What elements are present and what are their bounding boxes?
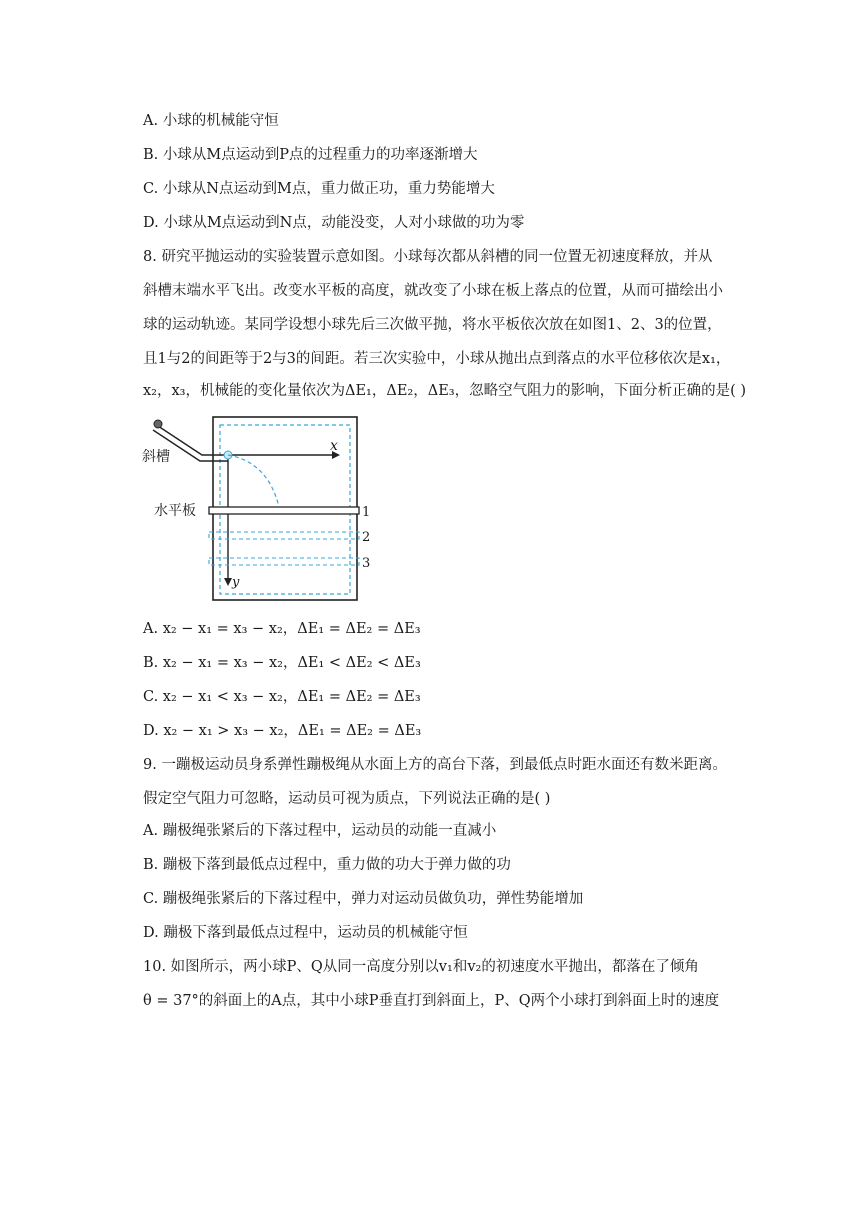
q9-stem-line-2: 假定空气阻力可忽略，运动员可视为质点，下列说法正确的是( ) [143,791,551,807]
horizontal-board-pos-2 [209,532,359,539]
trajectory-curve [228,455,279,507]
q7-option-a: A. 小球的机械能守恒 [143,113,279,129]
position-3-label: 3 [362,556,371,571]
q7-option-d: D. 小球从M点运动到N点，动能没变，人对小球做的功为零 [143,215,525,231]
horizontal-board-pos-1 [209,507,359,514]
q9-option-d: D. 蹦极下落到最低点过程中，运动员的机械能守恒 [143,925,468,941]
q7-option-c: C. 小球从N点运动到M点，重力做正功，重力势能增大 [143,181,495,197]
q8-stem-line-1: 8. 研究平抛运动的实验装置示意如图。小球每次都从斜槽的同一位置无初速度释放，并从 [143,249,713,265]
q8-stem-line-3: 球的运动轨迹。某同学设想小球先后三次做平抛，将水平板依次放在如图1、2、3的位置， [143,317,722,333]
projectile-apparatus-figure [140,410,380,610]
q9-option-a: A. 蹦极绳张紧后的下落过程中，运动员的动能一直减小 [143,823,497,839]
chute-label: 斜槽 [142,449,170,465]
q8-option-d: D. x₂ − x₁ > x₃ − x₂，ΔE₁ = ΔE₂ = ΔE₃ [143,723,422,739]
q8-option-a: A. x₂ − x₁ = x₃ − x₂，ΔE₁ = ΔE₂ = ΔE₃ [143,621,421,637]
position-2-label: 2 [362,530,371,545]
q8-stem-line-4: 且1与2的间距等于2与3的间距。若三次实验中，小球从抛出点到落点的水平位移依次是x₁， [143,351,731,367]
x-label: x [330,438,338,454]
q7-option-b: B. 小球从M点运动到P点的过程重力的功率逐渐增大 [143,147,478,163]
q8-option-c: C. x₂ − x₁ < x₃ − x₂，ΔE₁ = ΔE₂ = ΔE₃ [143,689,421,705]
q10-stem-line-1: 10. 如图所示，两小球P、Q从同一高度分别以v₁和v₂的初速度水平抛出，都落在了倾角 [143,959,699,975]
board-label: 水平板 [154,503,196,519]
q8-stem-line-5: x₂，x₃，机械能的变化量依次为ΔE₁，ΔE₂，ΔE₃，忽略空气阻力的影响，下面分析正确的是( ) [143,383,747,399]
q9-option-b: B. 蹦极下落到最低点过程中，重力做的功大于弹力做的功 [143,857,511,873]
q10-stem-line-2: θ = 37°的斜面上的A点，其中小球P垂直打到斜面上，P、Q两个小球打到斜面上时的速度 [143,993,720,1009]
q8-option-b: B. x₂ − x₁ = x₃ − x₂，ΔE₁ < ΔE₂ < ΔE₃ [143,655,421,671]
horizontal-board-pos-3 [209,558,359,565]
q9-stem-line-1: 9. 一蹦极运动员身系弹性蹦极绳从水面上方的高台下落，到最低点时距水面还有数米距离。 [143,757,727,773]
y-label: y [232,575,240,590]
ball-on-chute [154,420,162,428]
q9-option-c: C. 蹦极绳张紧后的下落过程中，弹力对运动员做负功，弹性势能增加 [143,891,584,907]
q8-stem-line-2: 斜槽末端水平飞出。改变水平板的高度，就改变了小球在板上落点的位置，从而可描绘出小 [143,283,723,299]
y-axis-arrow [224,578,232,586]
position-1-label: 1 [362,505,371,520]
